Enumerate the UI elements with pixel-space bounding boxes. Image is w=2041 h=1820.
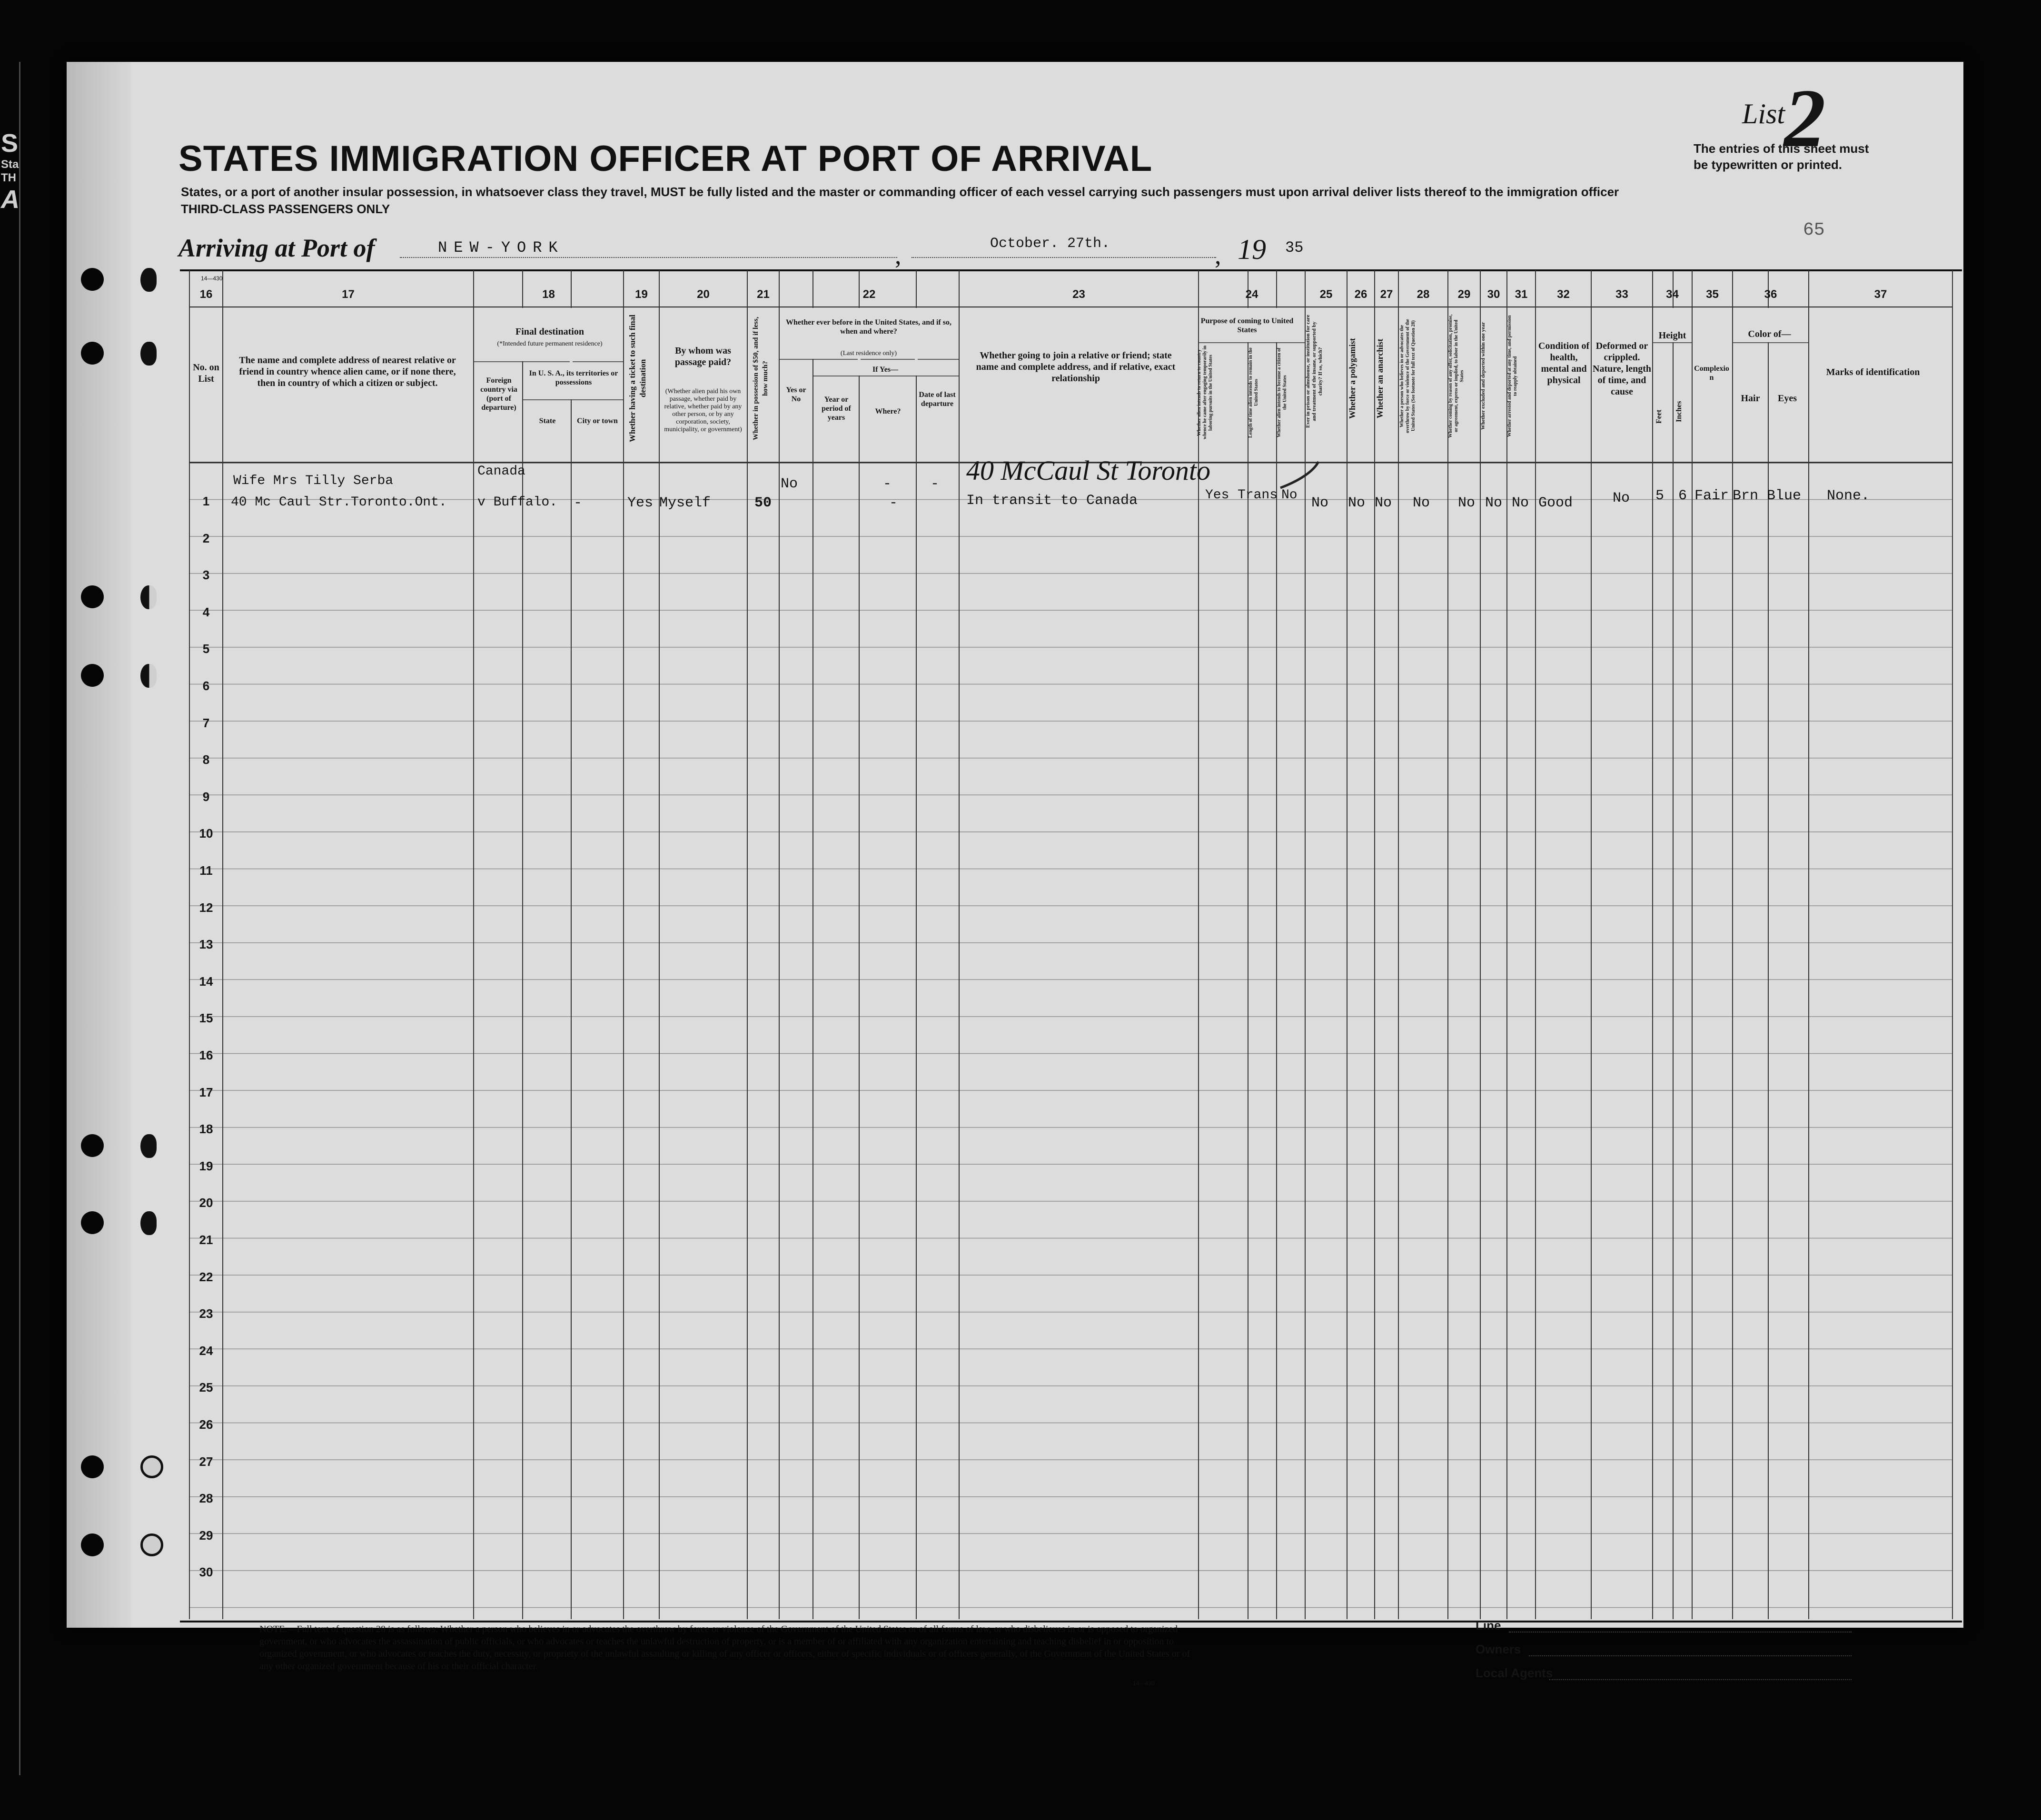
height-inches: 6	[1678, 488, 1687, 504]
c26-value: No	[1348, 495, 1366, 511]
foreign-country: Canada	[477, 464, 525, 479]
deformed-value: No	[1613, 490, 1630, 506]
purpose-return: Yes	[1205, 488, 1229, 503]
header-c36-title: Color of—	[1748, 329, 1791, 339]
join-value: In transit to Canada	[966, 493, 1138, 509]
c25-value: No	[1311, 495, 1329, 511]
row-number: 11	[199, 863, 213, 878]
edge-char: A	[1, 185, 20, 214]
separator: ,	[895, 241, 902, 269]
line-label: Line	[1476, 1618, 1501, 1632]
row-number: 29	[199, 1528, 213, 1543]
header-c22-note: (Last residence only)	[840, 350, 897, 357]
row-number: 27	[199, 1454, 213, 1469]
column-number: 26	[1354, 288, 1367, 301]
header-c20-title: By whom was passage paid?	[674, 346, 732, 367]
subtitle-line: States, or a port of another insular possession, in whatsoever class they travel, MUST be fully listed and the master or commanding officer of each vessel carrying such passengers must upon arrival deliver lists thereof to the immigration officer	[181, 185, 1619, 199]
list-number: 2	[1784, 72, 1826, 164]
owners-blank	[1529, 1655, 1852, 1656]
row-number: 16	[199, 1048, 213, 1062]
row-number: 4	[202, 604, 210, 619]
purpose-length: Trans	[1238, 488, 1278, 503]
header-c37: Marks of identification	[1826, 367, 1920, 377]
column-number: 35	[1706, 288, 1719, 301]
header-c26: Whether a polygamist	[1347, 338, 1357, 419]
row-number: 7	[202, 715, 210, 730]
header-c36-hair: Hair	[1741, 393, 1760, 404]
row-number: 15	[199, 1011, 213, 1026]
row-number: 2	[202, 531, 210, 545]
column-number: 32	[1557, 288, 1570, 301]
header-c36-eyes: Eyes	[1778, 393, 1797, 404]
header-c22-title: Whether ever before in the United States, and if so, when and where?	[786, 318, 951, 336]
header-c24-a: Whether alien intends to return to country whence he came after engaging temporarily in laboring pursuits in the United States	[1197, 346, 1213, 440]
header-c22-date: Date of last departure	[919, 391, 956, 408]
row-number: 26	[199, 1417, 213, 1432]
separator: ,	[1215, 241, 1221, 269]
row-number: 18	[199, 1122, 213, 1137]
form-code: 14—430	[1133, 1680, 1155, 1687]
header-c29: Whether coming by reason of any offer, solicitation, promise, or agreement, express or implied, to labor in the United States	[1448, 314, 1465, 438]
header-c18-title: Final destination	[515, 326, 584, 337]
c31-value: No	[1512, 495, 1529, 511]
foreign-via: v Buffalo.	[477, 495, 558, 510]
page-number: 65	[1803, 220, 1825, 240]
header-c18-state: State	[539, 417, 556, 425]
dest-state: -	[574, 495, 583, 511]
before-where-value: -	[883, 476, 892, 492]
row-number: 13	[199, 937, 213, 952]
subtitle-line: THIRD-CLASS PASSENGERS ONLY	[181, 202, 390, 216]
column-number: 29	[1457, 288, 1471, 301]
page-title: STATES IMMIGRATION OFFICER AT PORT OF ARRIVAL	[178, 138, 1153, 179]
row-number: 5	[202, 642, 210, 656]
before-year-value: -	[889, 495, 898, 511]
column-number: 24	[1245, 288, 1258, 301]
header-c18-note: (*Intended future permanent residence)	[497, 340, 603, 347]
header-c18-city: City or town	[577, 417, 618, 425]
column-number: 20	[697, 288, 710, 301]
column-number: 16	[199, 288, 213, 301]
port-value: NEW-YORK	[438, 239, 565, 257]
arrival-date: October. 27th.	[990, 236, 1110, 252]
relative-address: 40 Mc Caul Str.Toronto.Ont.	[231, 495, 447, 510]
list-note-line: The entries of this sheet must	[1694, 141, 1869, 156]
row-number: 8	[202, 752, 210, 767]
paid-by-value: Myself	[659, 495, 711, 511]
column-number: 36	[1764, 288, 1777, 301]
c30-value: No	[1485, 495, 1503, 511]
column-number: 25	[1319, 288, 1333, 301]
column-number: 37	[1874, 288, 1887, 301]
header-c18-foreign: Foreign country via (port of departure)	[480, 376, 517, 412]
row-number: 21	[199, 1233, 213, 1247]
column-number: 21	[757, 288, 770, 301]
column-number: 18	[542, 288, 555, 301]
row-number: 30	[199, 1565, 213, 1580]
header-c20-note: (Whether alien paid his own passage, whether paid by relative, whether paid by any other person, or by any corporation, society, municipality, or government)	[664, 388, 742, 433]
header-c33: Deformed or crippled. Nature, length of time, and cause	[1593, 341, 1651, 397]
footnote: NOTE.—Full text of question 28 is as follows: Whether a person who believes in or advocates the overthrow by force or violence of the Government of the United States or of all forms of law, or who disbelieves in or is opposed to organized government, or who advocates the assassination of public officials, or who advocates or teaches the unlawful destruction of property, or is a member of or affiliated with any organization entertaining and teaching disbelief in or opposition to organized government, or who advocates or teaches the duty, necessity, or propriety of the unlawful assaulting or killing of any officer or officers, either of specific individuals or of officers generally, of the Government of the United States or of any other organized government because of his or their official character.	[259, 1624, 1190, 1672]
row-number: 14	[199, 974, 213, 989]
edge-char: S	[1, 129, 19, 158]
header-c23: Whether going to join a relative or friend; state name and complete address, and if relative, exact relationship	[976, 350, 1176, 384]
row-number: 22	[199, 1269, 213, 1284]
header-c17: The name and complete address of nearest relative or friend in country whence alien came, or if none there, then in country of which a citizen or subject.	[239, 355, 456, 388]
header-c34-title: Height	[1658, 330, 1686, 341]
column-number: 33	[1615, 288, 1628, 301]
hair-value: Brn	[1733, 488, 1759, 504]
marks-value: None.	[1827, 488, 1870, 504]
header-c22-ifyes: If Yes—	[872, 366, 899, 374]
row-number: 28	[199, 1491, 213, 1506]
edge-char: Sta	[1, 158, 19, 171]
header-c32: Condition of health, mental and physical	[1538, 341, 1590, 386]
row-number: 23	[199, 1306, 213, 1321]
header-c22-year: Year or period of years	[822, 396, 851, 422]
header-c34-inches: Inches	[1675, 401, 1683, 423]
list-label: List	[1742, 98, 1785, 129]
header-c25: Ever in prison or almshouse, or institution for care and treatment of the insane, or supported by charity? If so, which?	[1305, 315, 1323, 428]
owners-label: Owners	[1476, 1642, 1521, 1656]
c28-value: No	[1413, 495, 1430, 511]
header-c34-feet: Feet	[1655, 409, 1663, 424]
before-date-value: -	[931, 476, 940, 492]
column-number: 28	[1417, 288, 1430, 301]
column-number: 34	[1666, 288, 1679, 301]
header-c16: No. on List	[193, 362, 219, 384]
row-number: 20	[199, 1196, 213, 1210]
row-number: 1	[202, 494, 210, 508]
row-number: 3	[202, 568, 210, 583]
row-number: 9	[202, 789, 210, 804]
header-c30: Whether excluded and deported within one year	[1480, 322, 1486, 430]
edge-char: TH	[1, 171, 16, 184]
arrival-year: 35	[1285, 239, 1304, 257]
column-number: 27	[1380, 288, 1393, 301]
header-c22-where: Where?	[875, 407, 901, 415]
year-prefix: 19	[1238, 234, 1266, 265]
check-mark-icon	[1280, 462, 1318, 488]
header-c35: Complexion	[1694, 365, 1729, 382]
header-c24-b: Length of time alien intends to remain in the United States	[1248, 347, 1259, 438]
header-c24-title: Purpose of coming to United States	[1200, 317, 1294, 334]
c27-value: No	[1375, 495, 1392, 511]
row-number: 6	[202, 679, 210, 693]
form-code: 14—430	[201, 275, 223, 282]
complexion-value: Fair	[1694, 488, 1729, 504]
eyes-value: Blue	[1767, 488, 1802, 504]
column-number: 23	[1072, 288, 1085, 301]
header-c21: Whether in possession of $50, and if less, how much?	[752, 317, 769, 440]
header-c31: Whether arrested and deported at any time, and permission to reapply obtained	[1507, 315, 1518, 437]
header-c18-usa: In U. S. A., its territories or possessions	[529, 369, 618, 386]
header-c28: Whether a person who believes in or advocates the overthrow by force or violence of the Government of the United States (See footnote for full text of Question 28)	[1399, 319, 1416, 433]
list-note-line: be typewritten or printed.	[1694, 158, 1843, 172]
before-us-value: No	[781, 476, 798, 492]
agents-label: Local Agents	[1476, 1666, 1553, 1680]
column-number: 17	[342, 288, 355, 301]
row-number: 10	[199, 826, 213, 841]
join-handwritten: 40 McCaul St Toronto	[966, 455, 1210, 486]
purpose-citizen: No	[1281, 488, 1298, 503]
header-c19: Whether having a ticket to such final destination	[628, 315, 647, 442]
column-number: 22	[862, 288, 876, 301]
c29-value: No	[1458, 495, 1476, 511]
relative-name: Wife Mrs Tilly Serba	[233, 474, 394, 488]
money-value: 50	[754, 495, 772, 511]
column-number: 31	[1515, 288, 1528, 301]
height-feet: 5	[1655, 488, 1665, 504]
row-number: 17	[199, 1085, 213, 1099]
column-number: 19	[635, 288, 648, 301]
header-c24-c: Whether alien intends to become a citizen of the United States	[1277, 347, 1288, 438]
row-number: 24	[199, 1343, 213, 1358]
header-c27: Whether an anarchist	[1375, 338, 1385, 418]
header-c22-yesno: Yes or No	[786, 386, 806, 403]
row-number: 19	[199, 1158, 213, 1173]
column-number: 30	[1487, 288, 1500, 301]
health-value: Good	[1538, 495, 1573, 511]
agents-blank	[1549, 1679, 1852, 1680]
row-number: 12	[199, 900, 213, 915]
row-number: 25	[199, 1380, 213, 1395]
ticket-value: Yes	[627, 495, 654, 511]
arriving-label: Arriving at Port of	[178, 234, 375, 262]
